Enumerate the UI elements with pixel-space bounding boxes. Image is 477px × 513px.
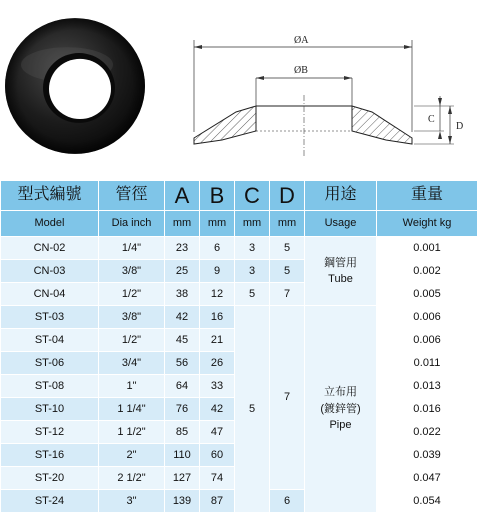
cell-model: CN-02 xyxy=(1,237,99,260)
cell-b: 9 xyxy=(200,260,235,283)
cross-section-diagram xyxy=(182,0,477,180)
cell-model: ST-08 xyxy=(1,375,99,398)
cell-c-merged: 5 xyxy=(235,306,270,513)
cell-a: 64 xyxy=(165,375,200,398)
cell-b: 60 xyxy=(200,444,235,467)
header-a: A xyxy=(165,181,200,211)
header-weight-en: Weight kg xyxy=(377,211,477,237)
washer-photo xyxy=(0,0,180,180)
dimension-label-c: C xyxy=(428,114,435,125)
cell-model: CN-04 xyxy=(1,283,99,306)
cell-b: 21 xyxy=(200,329,235,352)
cell-weight: 0.001 xyxy=(377,237,477,260)
cell-dia: 1 1/4" xyxy=(99,398,165,421)
cell-a: 76 xyxy=(165,398,200,421)
cell-a: 127 xyxy=(165,467,200,490)
cell-model: ST-12 xyxy=(1,421,99,444)
cell-b: 87 xyxy=(200,490,235,513)
usage-pipe-en: Pipe xyxy=(320,417,360,434)
cell-d: 7 xyxy=(270,283,305,306)
header-b-unit: mm xyxy=(200,211,235,237)
header-c: C xyxy=(235,181,270,211)
cell-usage-pipe xyxy=(305,306,377,513)
cell-dia: 1/2" xyxy=(99,283,165,306)
cell-model: ST-06 xyxy=(1,352,99,375)
header-model-zh: 型式編號 xyxy=(1,181,99,211)
header-d-unit: mm xyxy=(270,211,305,237)
cell-dia: 2 1/2" xyxy=(99,467,165,490)
cell-b: 16 xyxy=(200,306,235,329)
table-row xyxy=(1,306,477,329)
cell-a: 56 xyxy=(165,352,200,375)
cell-weight: 0.022 xyxy=(377,421,477,444)
header-usage-en: Usage xyxy=(305,211,377,237)
table-row xyxy=(1,260,477,283)
dimension-label-d: D xyxy=(456,121,463,132)
cell-d: 5 xyxy=(270,260,305,283)
usage-pipe-zh: 立布用 xyxy=(320,384,360,401)
header-c-unit: mm xyxy=(235,211,270,237)
table-row xyxy=(1,283,477,306)
header-b: B xyxy=(200,181,235,211)
cell-d: 5 xyxy=(270,237,305,260)
cell-b: 6 xyxy=(200,237,235,260)
cell-weight: 0.011 xyxy=(377,352,477,375)
header-weight-zh: 重量 xyxy=(377,181,477,211)
header-d: D xyxy=(270,181,305,211)
product-header-area xyxy=(0,0,477,180)
cell-b: 26 xyxy=(200,352,235,375)
cell-dia: 2" xyxy=(99,444,165,467)
cell-dia: 1 1/2" xyxy=(99,421,165,444)
cell-weight: 0.006 xyxy=(377,329,477,352)
cell-a: 25 xyxy=(165,260,200,283)
cell-a: 38 xyxy=(165,283,200,306)
table-row xyxy=(1,237,477,260)
cell-weight: 0.005 xyxy=(377,283,477,306)
header-a-unit: mm xyxy=(165,211,200,237)
cell-weight: 0.047 xyxy=(377,467,477,490)
usage-tube-zh: 鋼管用 xyxy=(324,255,357,272)
cell-a: 139 xyxy=(165,490,200,513)
cell-a: 45 xyxy=(165,329,200,352)
cell-a: 110 xyxy=(165,444,200,467)
usage-tube-en: Tube xyxy=(324,271,357,288)
cell-weight: 0.002 xyxy=(377,260,477,283)
cell-model: ST-24 xyxy=(1,490,99,513)
cell-b: 74 xyxy=(200,467,235,490)
header-dia-en: Dia inch xyxy=(99,211,165,237)
dimension-label-b: ØB xyxy=(294,65,308,76)
cell-c: 3 xyxy=(235,237,270,260)
cell-model: ST-04 xyxy=(1,329,99,352)
cell-weight: 0.054 xyxy=(377,490,477,513)
cell-c: 3 xyxy=(235,260,270,283)
cell-usage-tube xyxy=(305,237,377,306)
header-usage-zh: 用途 xyxy=(305,181,377,211)
cell-model: ST-10 xyxy=(1,398,99,421)
header-row-secondary xyxy=(1,211,477,237)
cell-b: 12 xyxy=(200,283,235,306)
cell-dia: 1/4" xyxy=(99,237,165,260)
cell-model: ST-20 xyxy=(1,467,99,490)
cell-weight: 0.013 xyxy=(377,375,477,398)
dimension-label-a: ØA xyxy=(294,35,309,46)
cell-b: 47 xyxy=(200,421,235,444)
cell-b: 33 xyxy=(200,375,235,398)
header-row-primary xyxy=(1,181,477,211)
usage-pipe-zh-note: (鍍鋅管) xyxy=(320,401,360,418)
cell-a: 42 xyxy=(165,306,200,329)
cell-weight: 0.016 xyxy=(377,398,477,421)
cell-model: ST-16 xyxy=(1,444,99,467)
cell-dia: 3/8" xyxy=(99,306,165,329)
cell-weight: 0.039 xyxy=(377,444,477,467)
cell-c: 5 xyxy=(235,283,270,306)
cell-d-merged: 7 xyxy=(270,306,305,490)
spec-table xyxy=(0,180,477,513)
cell-b: 42 xyxy=(200,398,235,421)
header-model-en: Model xyxy=(1,211,99,237)
cell-a: 85 xyxy=(165,421,200,444)
cell-dia: 1/2" xyxy=(99,329,165,352)
cell-a: 23 xyxy=(165,237,200,260)
cell-dia: 1" xyxy=(99,375,165,398)
cell-d-last: 6 xyxy=(270,490,305,513)
cell-dia: 3/8" xyxy=(99,260,165,283)
header-dia-zh: 管徑 xyxy=(99,181,165,211)
cell-weight: 0.006 xyxy=(377,306,477,329)
cell-model: CN-03 xyxy=(1,260,99,283)
cell-dia: 3" xyxy=(99,490,165,513)
cell-model: ST-03 xyxy=(1,306,99,329)
cell-dia: 3/4" xyxy=(99,352,165,375)
